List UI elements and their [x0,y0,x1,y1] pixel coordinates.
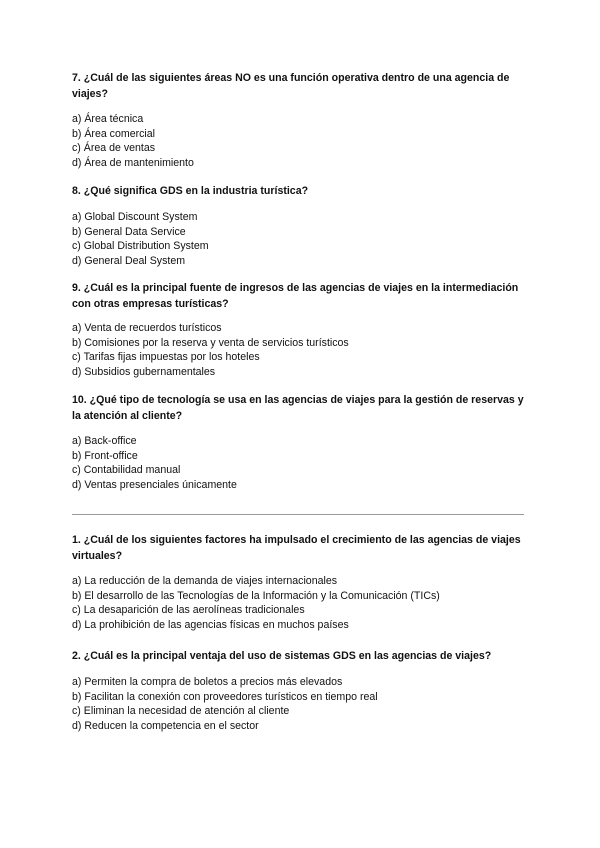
question-title: 7. ¿Cuál de las siguientes áreas NO es una función operativa dentro de una agencia de viajes? [72,72,510,100]
option: b) General Data Service [72,225,186,238]
option: a) Venta de recuerdos turísticos [72,322,222,334]
option: a) Permiten la compra de boletos a precios más elevados [72,676,343,688]
option: a) Global Discount System [72,211,198,223]
question-title: 9. ¿Cuál es la principal fuente de ingresos de las agencias de viajes en la intermediación con otras empresas turísticas? [72,282,519,310]
option: a) Back-office [72,435,137,447]
option: b) Front-office [72,449,138,462]
option: b) Facilitan la conexión con proveedores turísticos en tiempo real [72,690,378,703]
option: d) La prohibición de las agencias físicas en muchos países [72,618,349,631]
option: b) El desarrollo de las Tecnologías de la Información y la Comunicación (TICs) [72,589,440,602]
option: c) Tarifas fijas impuestas por los hoteles [72,351,260,364]
option-list [72,434,532,492]
option: d) General Deal System [72,254,186,267]
question-title: 1. ¿Cuál de los siguientes factores ha impulsado el crecimiento de las agencias de viajes virtuales? [72,534,521,562]
option: c) Eliminan la necesidad de atención al cliente [72,705,290,718]
option: c) Global Distribution System [72,240,209,253]
option: c) Área de ventas [72,142,156,155]
option-list [72,574,532,632]
option: a) La reducción de la demanda de viajes internacionales [72,575,338,587]
option: c) La desaparición de las aerolíneas tradicionales [72,604,305,617]
option: b) Comisiones por la reserva y venta de servicios turísticos [72,336,349,349]
question-title: 2. ¿Cuál es la principal ventaja del uso de sistemas GDS en las agencias de viajes? [72,650,492,662]
option: d) Subsidios gubernamentales [72,365,216,378]
option: a) Área técnica [72,113,144,125]
option-list [72,112,532,170]
question-title: 8. ¿Qué significa GDS en la industria turística? [72,185,309,197]
option: d) Reducen la competencia en el sector [72,719,259,732]
option-list [72,210,532,268]
option: d) Área de mantenimiento [72,156,194,169]
section-divider [72,514,524,515]
option-list [72,321,532,379]
option-list [72,675,532,733]
option: b) Área comercial [72,127,156,140]
question-title: 10. ¿Qué tipo de tecnología se usa en las agencias de viajes para la gestión de reservas y la atención al cliente? [72,394,524,422]
option: d) Ventas presenciales únicamente [72,478,237,491]
option: c) Contabilidad manual [72,464,181,477]
